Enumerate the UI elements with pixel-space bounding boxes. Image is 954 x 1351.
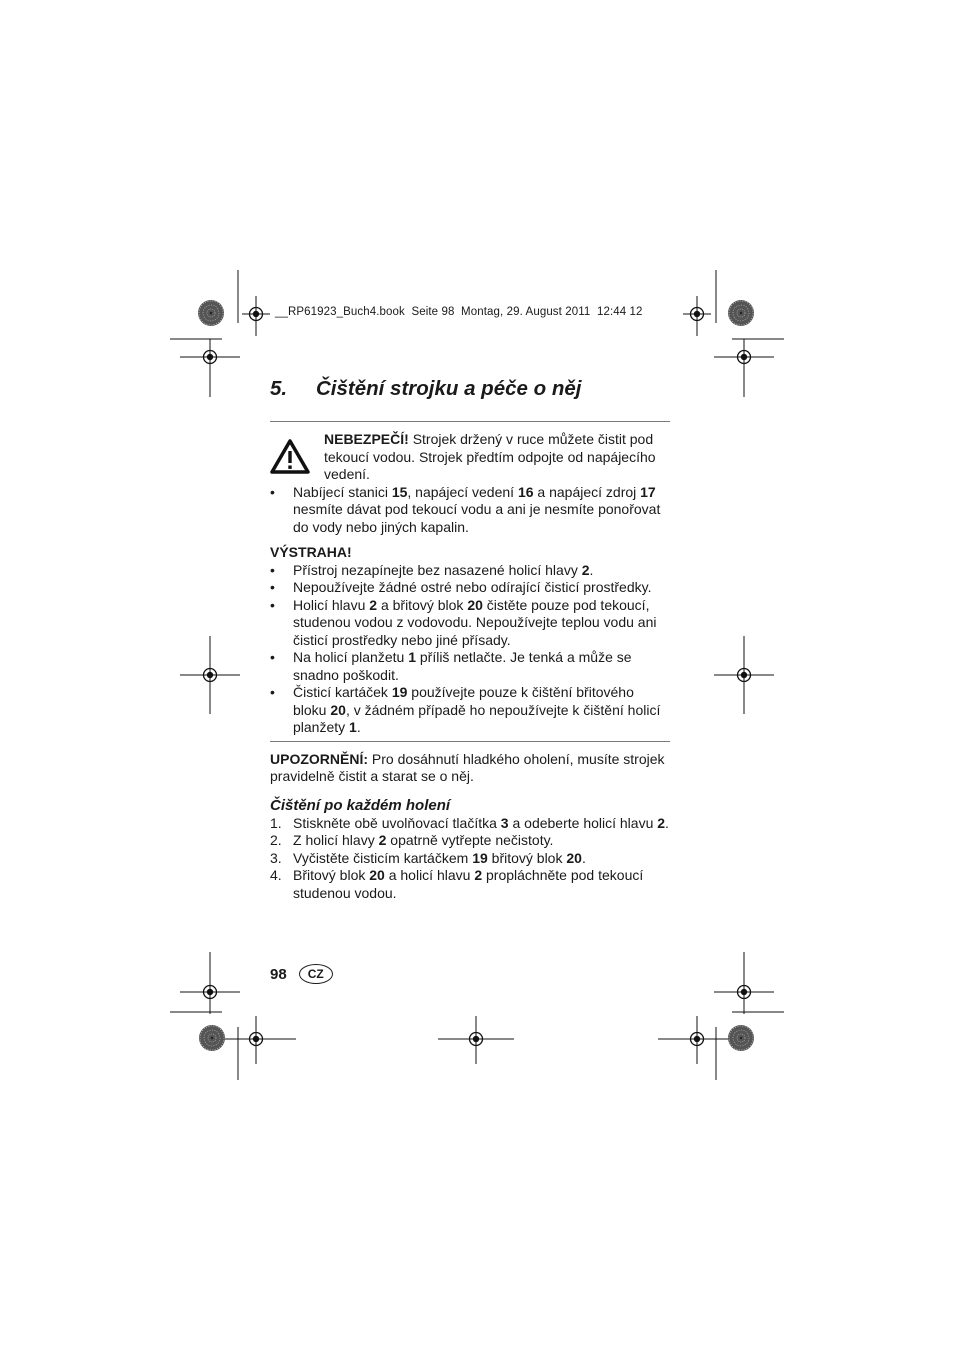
page-footer (270, 964, 333, 984)
note-text: Pro dosáhnutí hladkého oholení, musíte strojek pravidelně čistit a starat se o něj. (270, 750, 665, 784)
list-item: • Na holicí planžetu 1 příliš netlačte. Je tenká a může se snadno poškodit. (270, 649, 670, 684)
danger-label: NEBEZPEČÍ! (324, 431, 409, 447)
chapter-title (270, 376, 670, 402)
list-item: • Čisticí kartáček 19 používejte pouze k čištění břitového bloku 20, v žádném případě ho nepoužívejte k čištění holicí planžety 1. (270, 684, 670, 737)
list-item: • Přístroj nezapínejte bez nasazené holicí hlavy 2. (270, 562, 670, 580)
step-item: 3. Vyčistěte čisticím kartáčkem 19 břitový blok 20. (270, 849, 586, 866)
danger-text (324, 431, 670, 484)
language-badge: CZ (299, 964, 333, 984)
chapter-title-text: Čištění strojku a péče o něj (316, 377, 582, 400)
warning-label: VÝSTRAHA! (270, 544, 352, 560)
page-number: 98 (270, 965, 287, 983)
step-item: 2. Z holicí hlavy 2 opatrně vytřepte nečistoty. (270, 832, 554, 848)
list-item: • Holicí hlavu 2 a břitový blok 20 čistěte pouze pod tekoucí, studenou vodou z vodovodu. Nepoužívejte teplou vodu ani čisticí prostředky nebo jiné přísady. (270, 597, 670, 650)
section-rule-bottom (270, 741, 670, 742)
page-content (270, 376, 670, 902)
warning-list (270, 562, 670, 737)
list-item: • Nepoužívejte žádné ostré nebo odírající čisticí prostředky. (270, 579, 670, 597)
subheading: Čištění po každém holení (270, 796, 451, 814)
danger-block (270, 431, 670, 484)
warning-triangle-icon (270, 431, 324, 484)
note-block (270, 751, 670, 786)
steps-list (270, 815, 670, 903)
danger-list (270, 484, 670, 537)
step-item: 1. Stiskněte obě uvolňovací tlačítka 3 a odeberte holicí hlavu 2. (270, 814, 669, 831)
list-item: • Nabíjecí stanici 15, napájecí vedení 16 a napájecí zdroj 17 nesmíte dávat pod tekoucí vodu a ani je nesmíte ponořovat do vody nebo jiných kapalin. (270, 484, 670, 537)
step-item: 4. Břitový blok 20 a holicí hlavu 2 propláchněte pod tekoucí studenou vodou. (270, 867, 644, 901)
section-rule-top (270, 421, 670, 422)
note-label: UPOZORNĚNÍ: (270, 750, 368, 767)
print-header: __RP61923_Buch4.book Seite 98 Montag, 29. August 2011 12:44 12 (275, 306, 643, 318)
danger-body: Strojek držený v ruce můžete čistit pod tekoucí vodou. Strojek předtím odpojte od napájecího vedení. (324, 431, 656, 482)
chapter-number: 5. (270, 377, 288, 400)
